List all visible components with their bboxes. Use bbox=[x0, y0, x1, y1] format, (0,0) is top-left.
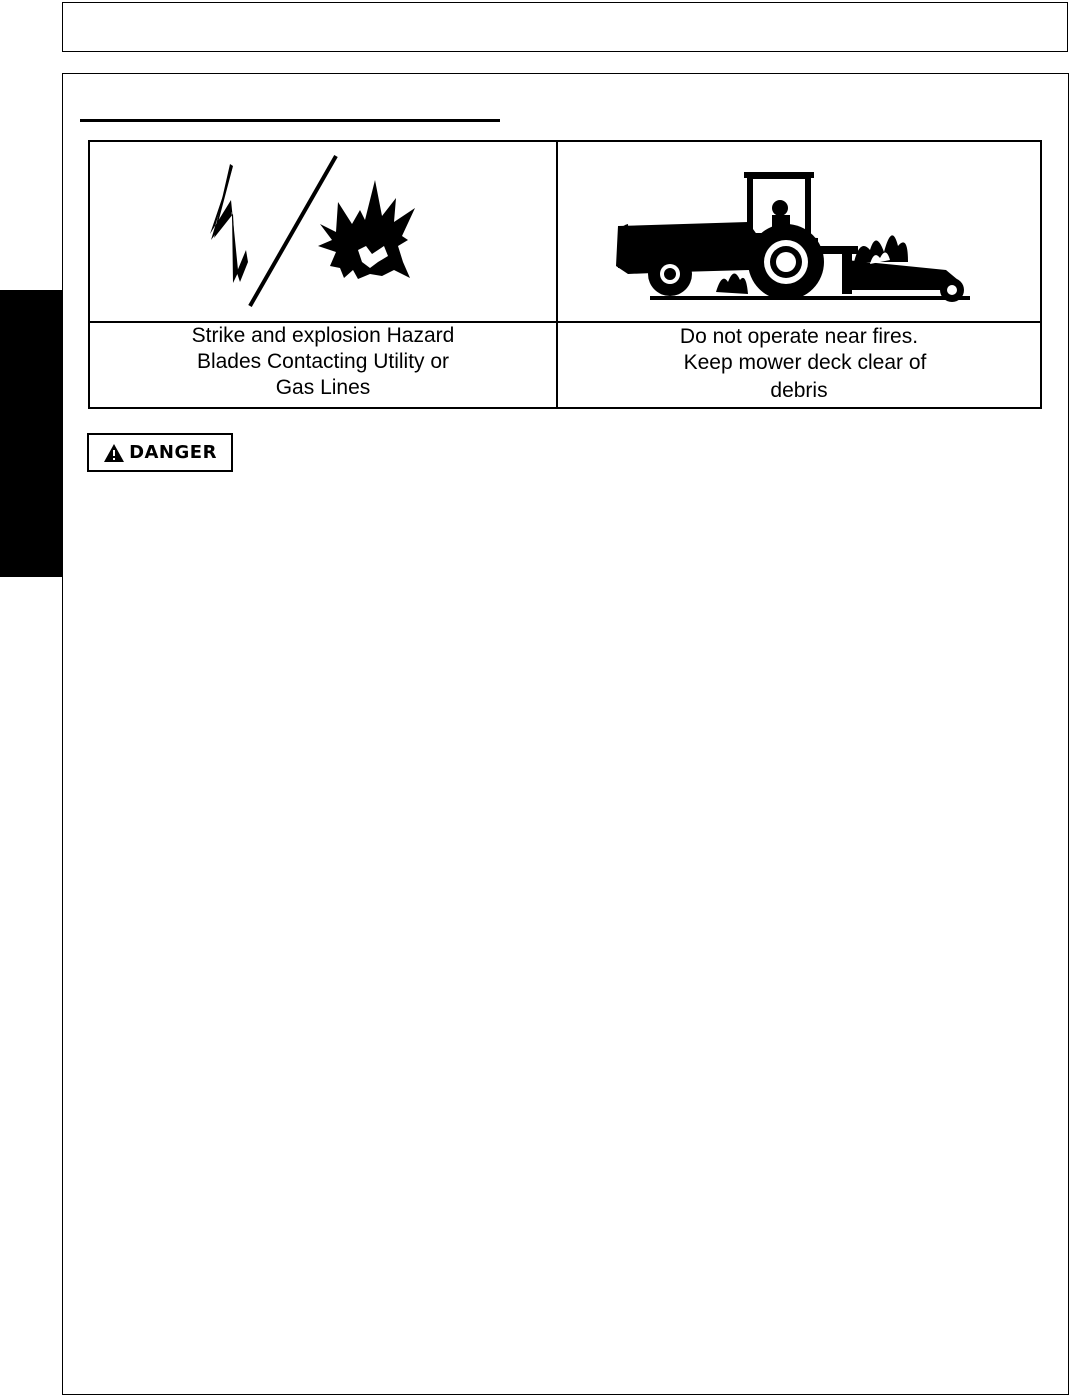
page-header-box bbox=[62, 2, 1068, 52]
hazard-table bbox=[88, 140, 1042, 409]
hazard-caption-right bbox=[558, 323, 1040, 407]
caption-line: Gas Lines bbox=[275, 376, 371, 399]
caption-line: Blades Contacting Utility or bbox=[196, 350, 450, 373]
caption-line: Keep mower deck clear of bbox=[683, 351, 927, 374]
lightning-explosion-icon bbox=[90, 142, 556, 321]
caption-line: debris bbox=[770, 379, 828, 402]
warning-triangle-icon bbox=[103, 443, 125, 463]
caption-line: Strike and explosion Hazard bbox=[191, 324, 455, 347]
caption-line: Do not operate near fires. bbox=[679, 325, 919, 348]
section-side-tab bbox=[0, 290, 62, 577]
hazard-image-cell-right bbox=[558, 142, 1040, 323]
tractor-fire-icon bbox=[558, 142, 1038, 321]
hazard-caption-left bbox=[90, 323, 558, 407]
hazard-image-cell-left bbox=[90, 142, 558, 323]
danger-badge bbox=[87, 433, 233, 472]
section-heading-rule bbox=[80, 119, 500, 122]
danger-label: DANGER bbox=[129, 442, 217, 463]
